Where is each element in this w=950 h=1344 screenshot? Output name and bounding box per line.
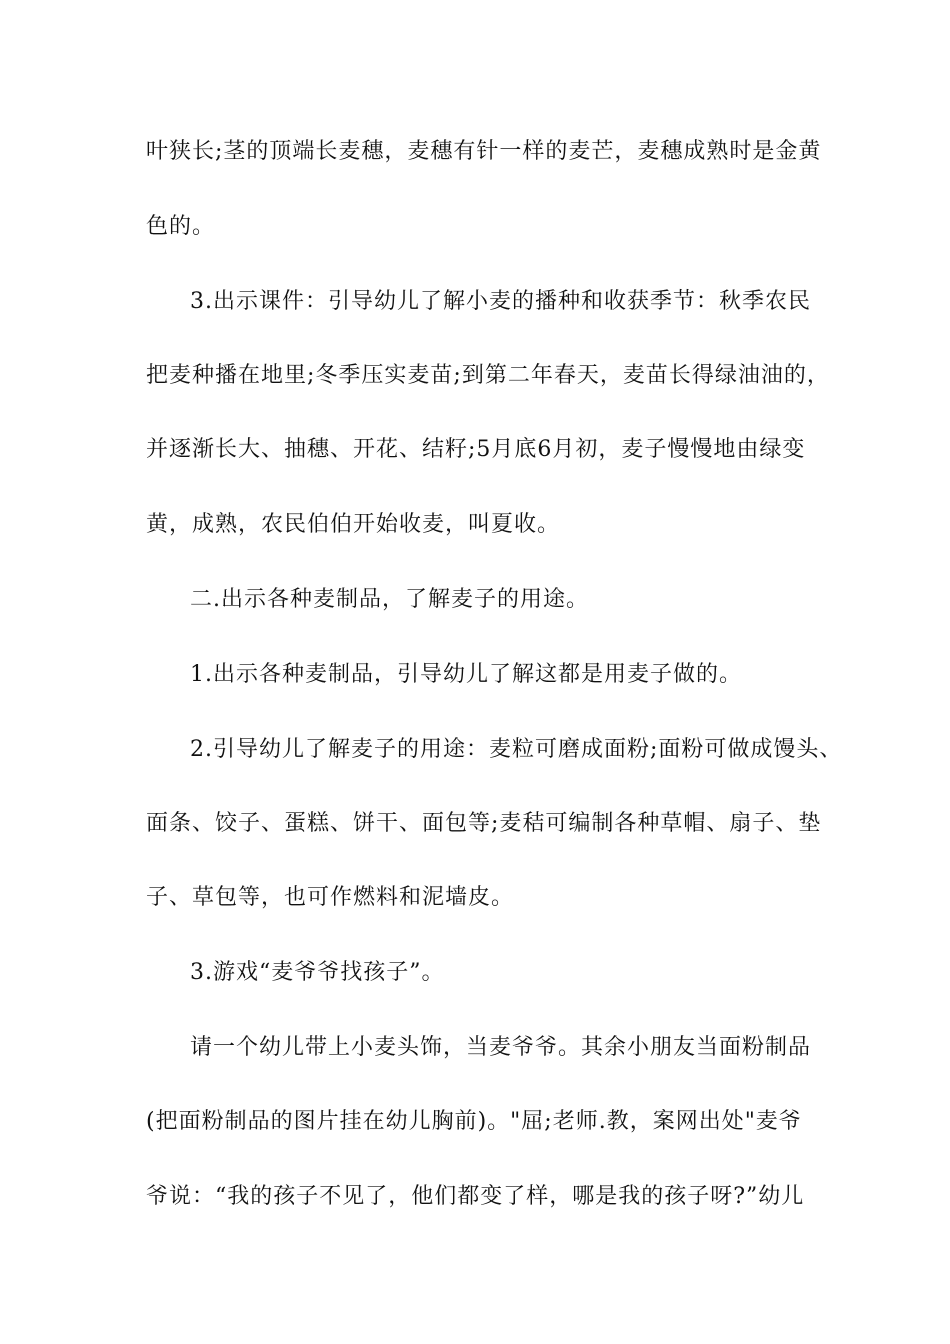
text-line-9: 2.引导幼儿了解麦子的用途：麦粒可磨成面粉;面粉可做成馒头、 <box>190 737 843 762</box>
text-line-1: 叶狭长;茎的顶端长麦穗，麦穗有针一样的麦芒，麦穗成熟时是金黄 <box>146 139 822 164</box>
text-line-11: 子、草包等，也可作燃料和泥墙皮。 <box>146 885 515 910</box>
text-line-14: (把面粉制品的图片挂在幼儿胸前)。"屈;老师.教，案网出处"麦爷 <box>146 1109 802 1134</box>
text-line-4: 把麦种播在地里;冬季压实麦苗;到第二年春天，麦苗长得绿油油的， <box>146 363 830 388</box>
text-line-12: 3.游戏“麦爷爷找孩子”。 <box>190 960 445 985</box>
text-line-6: 黄，成熟，农民伯伯开始收麦，叫夏收。 <box>146 512 561 537</box>
text-line-8: 1.出示各种麦制品，引导幼儿了解这都是用麦子做的。 <box>190 662 742 687</box>
text-line-7: 二.出示各种麦制品，了解麦子的用途。 <box>190 587 589 612</box>
text-line-15: 爷说：“我的孩子不见了，他们都变了样，哪是我的孩子呀?”幼儿 <box>146 1184 805 1209</box>
text-line-2: 色的。 <box>146 214 216 239</box>
text-line-3: 3.出示课件：引导幼儿了解小麦的播种和收获季节：秋季农民 <box>190 289 811 314</box>
text-line-13: 请一个幼儿带上小麦头饰，当麦爷爷。其余小朋友当面粉制品 <box>190 1035 812 1060</box>
text-line-5: 并逐渐长大、抽穗、开花、结籽;5月底6月初，麦子慢慢地由绿变 <box>146 437 806 462</box>
text-line-10: 面条、饺子、蛋糕、饼干、面包等;麦秸可编制各种草帽、扇子、垫 <box>146 811 822 836</box>
